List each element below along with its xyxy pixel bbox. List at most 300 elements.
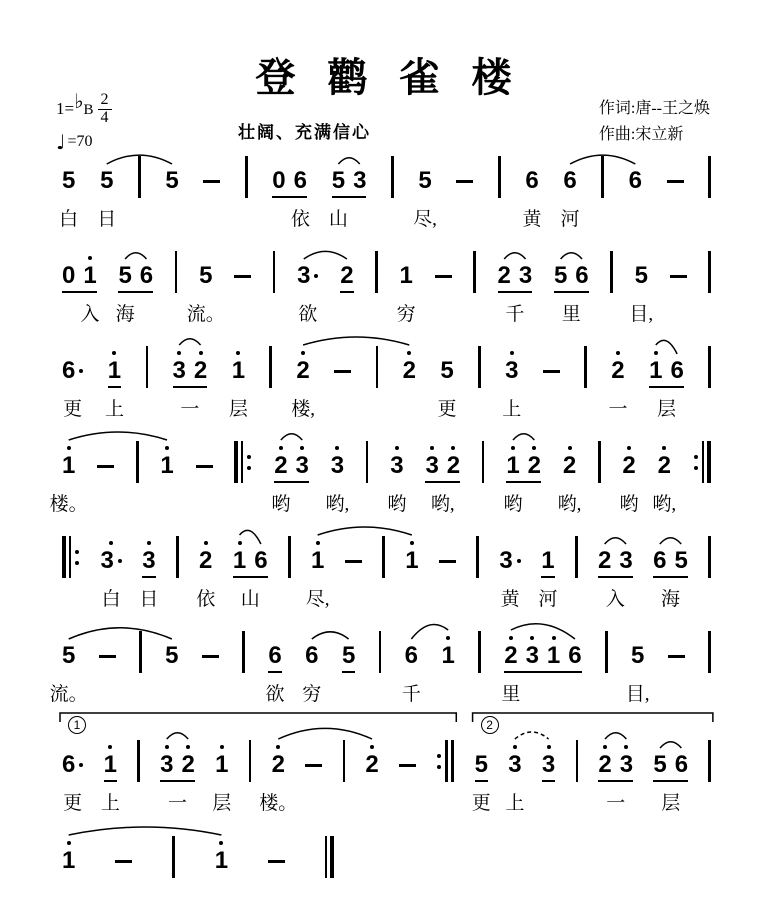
octave-dot <box>430 446 434 450</box>
dash-continuation <box>196 465 213 468</box>
augmentation-dot <box>79 763 83 767</box>
repeat-dot <box>437 765 441 769</box>
lyric: 入 <box>605 589 625 610</box>
volta-label: 2 <box>481 716 499 734</box>
note-body <box>165 643 178 669</box>
lyric: 更 <box>63 399 83 420</box>
note-body <box>62 752 83 778</box>
note <box>649 347 662 384</box>
octave-dot <box>236 351 240 355</box>
note-number: 2 <box>598 751 612 778</box>
lyric: 更 <box>63 793 83 814</box>
lyric: 目, <box>625 684 650 705</box>
note-body <box>340 263 353 289</box>
note-number: 3 <box>619 751 634 778</box>
barline <box>708 156 711 198</box>
repeat-dot <box>694 455 698 459</box>
octave-dot <box>370 745 374 749</box>
barline <box>610 251 613 293</box>
note <box>653 741 666 778</box>
note <box>108 347 121 384</box>
lyric: 入 <box>80 304 100 325</box>
note-body <box>504 643 517 669</box>
note-number: 6 <box>62 357 76 384</box>
note <box>294 157 307 194</box>
beam-group <box>173 347 208 388</box>
note <box>181 741 194 778</box>
lyric: 一 <box>608 399 628 420</box>
barline <box>708 251 711 293</box>
beam-group <box>233 537 268 578</box>
barline <box>482 441 485 483</box>
beam-group <box>272 157 307 198</box>
octave-dot <box>530 636 534 640</box>
note <box>563 157 576 198</box>
note-body <box>541 548 554 574</box>
score-line <box>62 818 711 913</box>
lyric: 一 <box>606 793 626 814</box>
note <box>547 632 560 669</box>
note-row <box>62 423 711 483</box>
barline <box>708 740 711 782</box>
note <box>653 537 666 574</box>
barline <box>476 536 479 578</box>
note-number: 0 <box>62 262 76 289</box>
note-row <box>62 613 711 673</box>
repeat-dot <box>247 466 251 470</box>
note-body <box>62 453 75 479</box>
note-body <box>331 453 344 479</box>
octave-dot <box>603 745 607 749</box>
lyric: 依 <box>196 589 216 610</box>
barline <box>478 631 481 673</box>
note <box>447 442 460 479</box>
beam-group <box>554 252 589 293</box>
note <box>611 347 624 388</box>
lyric: 千 <box>505 304 525 325</box>
note <box>506 442 519 479</box>
note-body <box>670 358 683 384</box>
octave-dot <box>547 745 551 749</box>
note-number: 1 <box>232 547 247 574</box>
note-body <box>62 643 75 669</box>
note <box>508 741 521 782</box>
note-body <box>441 643 454 669</box>
repeat-dots <box>694 455 698 470</box>
octave-dot <box>67 841 71 845</box>
note-body <box>506 453 519 479</box>
barline <box>708 631 711 673</box>
octave-dot <box>451 446 455 450</box>
note-number: 1 <box>107 357 122 384</box>
note-body <box>629 168 642 194</box>
note-body <box>447 453 460 479</box>
lyric: 黄 <box>522 209 542 230</box>
note-number: 6 <box>674 751 689 778</box>
note <box>405 632 418 673</box>
barline <box>391 156 394 198</box>
octave-dot <box>654 351 658 355</box>
dash-continuation <box>543 370 560 373</box>
octave-dot <box>568 446 572 450</box>
lyric: 层 <box>661 793 681 814</box>
lyric: 更 <box>471 793 491 814</box>
score-line <box>62 708 711 818</box>
lyric: 山 <box>328 209 348 230</box>
note-number: 3 <box>353 167 367 194</box>
note-number: 6 <box>563 167 577 194</box>
octave-dot <box>204 541 208 545</box>
note <box>620 741 633 778</box>
note-number: 1 <box>541 547 555 574</box>
note-number: 1 <box>103 751 118 778</box>
octave-dot <box>316 541 320 545</box>
dash-continuation <box>439 560 456 563</box>
note-number: 5 <box>418 167 432 194</box>
note-body <box>296 453 309 479</box>
note <box>268 632 281 669</box>
note <box>399 252 412 293</box>
note-body <box>519 263 532 289</box>
barline <box>598 441 601 483</box>
note-number: 5 <box>165 642 179 669</box>
lyric: 哟, <box>557 494 582 515</box>
lyric: 穷 <box>302 684 322 705</box>
note-body <box>653 752 666 778</box>
barline <box>249 740 252 782</box>
barline <box>379 631 382 673</box>
note-row <box>62 328 711 388</box>
note-number: 3 <box>541 751 556 778</box>
final-barline <box>325 836 334 878</box>
note <box>499 537 520 578</box>
lyric: 哟, <box>652 494 677 515</box>
lyric: 千 <box>401 684 421 705</box>
note <box>305 632 318 673</box>
note-number: 1 <box>231 357 246 384</box>
octave-dot <box>300 446 304 450</box>
note-body <box>528 453 541 479</box>
note-body <box>194 358 207 384</box>
note-number: 3 <box>499 547 513 574</box>
beam-group <box>598 537 633 578</box>
note-number: 3 <box>525 642 539 669</box>
lyricist-credit: 作词:唐--王之焕 <box>598 100 710 117</box>
note-body <box>598 752 611 778</box>
note-number: 5 <box>62 642 76 669</box>
note <box>441 632 454 673</box>
note-number: 2 <box>497 262 511 289</box>
barline <box>330 836 334 878</box>
note-number: 3 <box>619 547 633 574</box>
score <box>49 138 711 913</box>
barline <box>137 740 140 782</box>
note-body <box>83 263 96 289</box>
score-line <box>62 233 711 328</box>
beam-group <box>332 157 367 198</box>
note-number: 3 <box>297 262 311 289</box>
score-line <box>62 328 711 423</box>
note-number: 1 <box>649 357 663 384</box>
note <box>62 347 83 388</box>
note <box>297 252 318 293</box>
barline <box>601 156 604 198</box>
note-body <box>294 168 307 194</box>
repeat-dot <box>694 466 698 470</box>
barline <box>707 441 711 483</box>
octave-dot <box>108 745 112 749</box>
note-number: 6 <box>62 751 76 778</box>
barline <box>576 740 579 782</box>
dash-continuation <box>456 180 473 183</box>
note-body <box>499 548 520 574</box>
note <box>62 442 75 483</box>
note-body <box>403 358 416 384</box>
note-body <box>554 263 567 289</box>
repeat-dots <box>75 550 79 565</box>
lyric: 里 <box>501 684 521 705</box>
beam-group <box>274 442 309 483</box>
note-number: 5 <box>674 547 688 574</box>
note-number: 6 <box>653 547 667 574</box>
barline <box>138 156 141 198</box>
note-body <box>418 168 431 194</box>
note <box>311 537 324 578</box>
note-body <box>353 168 366 194</box>
note <box>100 537 121 578</box>
lyric: 楼, <box>291 399 315 420</box>
beam-group <box>268 632 281 673</box>
note-number: 3 <box>518 262 533 289</box>
augmentation-dot <box>118 559 122 563</box>
lyric: 上 <box>104 399 124 420</box>
note-number: 2 <box>622 452 636 479</box>
note <box>619 537 632 574</box>
lyric: 哟 <box>387 494 407 515</box>
note-body <box>542 752 555 778</box>
note <box>390 442 403 483</box>
augmentation-dot <box>79 369 83 373</box>
note-row <box>62 518 711 578</box>
barline <box>382 536 385 578</box>
note-number: 2 <box>365 751 379 778</box>
beam-group <box>653 537 688 578</box>
lyric: 哟, <box>430 494 455 515</box>
note-number: 2 <box>296 357 310 384</box>
note-number: 6 <box>404 642 419 669</box>
lyric: 日 <box>97 209 117 230</box>
barline <box>245 156 248 198</box>
lyric: 里 <box>561 304 581 325</box>
augmentation-dot <box>517 559 521 563</box>
note <box>504 632 517 669</box>
note-body <box>635 263 648 289</box>
dash-continuation <box>670 275 687 278</box>
note-number: 6 <box>628 167 642 194</box>
note-body <box>160 453 173 479</box>
octave-dot <box>662 446 666 450</box>
note-row <box>62 708 711 782</box>
note-number: 1 <box>214 847 229 874</box>
note-number: 3 <box>172 357 186 384</box>
meter-denominator: 4 <box>100 108 109 126</box>
note-number: 3 <box>160 751 174 778</box>
note-body <box>631 643 644 669</box>
barline <box>708 536 711 578</box>
beam-group <box>653 741 688 782</box>
beam-group <box>504 632 581 673</box>
note-number: 2 <box>657 452 671 479</box>
note-body <box>62 848 75 874</box>
octave-dot <box>165 446 169 450</box>
note <box>296 442 309 479</box>
lyric: 白 <box>101 589 121 610</box>
lyric: 目, <box>629 304 654 325</box>
note-number: 3 <box>425 452 439 479</box>
note <box>199 252 212 293</box>
note <box>160 741 173 778</box>
note <box>418 157 431 198</box>
note <box>568 632 581 669</box>
barline <box>69 536 72 578</box>
note <box>498 252 511 289</box>
lyric: 更 <box>437 399 457 420</box>
beam-group <box>142 537 155 578</box>
note <box>194 347 207 384</box>
barline <box>343 740 346 782</box>
beam-group <box>506 442 541 483</box>
note-body <box>508 752 521 778</box>
note <box>104 741 117 778</box>
barline <box>473 251 476 293</box>
note <box>199 537 212 578</box>
note <box>425 442 438 479</box>
barline <box>242 631 245 673</box>
barline <box>445 740 448 782</box>
note-body <box>199 263 212 289</box>
lyric: 海 <box>115 304 135 325</box>
note <box>62 632 75 673</box>
lyric: 楼。 <box>49 494 88 515</box>
lyric: 一 <box>167 793 187 814</box>
note <box>233 537 246 574</box>
octave-dot <box>109 541 113 545</box>
beam-group <box>118 252 153 293</box>
note-body <box>140 263 153 289</box>
score-line <box>62 518 711 613</box>
note-body <box>611 358 624 384</box>
lyric: 上 <box>502 399 522 420</box>
octave-dot <box>552 636 556 640</box>
note-body <box>62 168 75 194</box>
note-number: 1 <box>62 847 76 874</box>
note-row <box>62 818 334 878</box>
octave-dot <box>177 351 181 355</box>
note-number: 6 <box>293 167 308 194</box>
note-number: 2 <box>274 452 288 479</box>
lyric: 穷 <box>396 304 416 325</box>
note-number: 2 <box>271 751 285 778</box>
barline <box>269 346 272 388</box>
note-number: 6 <box>525 167 539 194</box>
note <box>118 252 131 289</box>
octave-dot <box>301 351 305 355</box>
note-row <box>62 233 711 293</box>
octave-dot <box>410 541 414 545</box>
note-body <box>619 548 632 574</box>
dash-continuation <box>115 860 132 863</box>
note-number: 3 <box>390 452 404 479</box>
barline <box>136 441 139 483</box>
octave-dot <box>219 841 223 845</box>
note <box>635 252 648 293</box>
repeat-start-barline <box>234 441 252 483</box>
note-body <box>526 643 539 669</box>
lyric: 哟 <box>271 494 291 515</box>
note-body <box>215 752 228 778</box>
note <box>100 157 113 198</box>
note <box>658 442 671 483</box>
octave-dot <box>511 446 515 450</box>
note-body <box>104 752 117 778</box>
repeat-start-barline <box>62 536 80 578</box>
note-number: 5 <box>553 262 568 289</box>
note-body <box>305 643 318 669</box>
note-number: 1 <box>546 642 561 669</box>
note-body <box>525 168 538 194</box>
barline <box>325 836 328 878</box>
barline <box>575 536 578 578</box>
repeat-dots <box>437 754 441 769</box>
note <box>142 537 155 574</box>
note-number: 2 <box>504 642 518 669</box>
note-body <box>272 168 285 194</box>
note <box>631 632 644 673</box>
note-number: 5 <box>62 167 76 194</box>
note-number: 2 <box>340 262 354 289</box>
beam-group <box>62 252 97 293</box>
quarter-note-icon: ♩ <box>56 129 66 154</box>
note <box>332 157 345 194</box>
beam-group <box>475 741 488 782</box>
note <box>342 632 355 669</box>
octave-dot <box>147 541 151 545</box>
note-number: 2 <box>446 452 461 479</box>
expression-text: 壮阔、充满信心 <box>238 123 371 142</box>
octave-dot <box>395 446 399 450</box>
note <box>541 537 554 574</box>
lyric: 山 <box>240 589 260 610</box>
tempo-value: =70 <box>67 132 93 150</box>
note-body <box>649 358 662 384</box>
repeat-dot <box>247 455 251 459</box>
note-number: 6 <box>268 642 282 669</box>
note <box>440 347 453 388</box>
dash-continuation <box>234 275 251 278</box>
note-number: 6 <box>254 547 268 574</box>
score-line <box>49 613 711 708</box>
note-body <box>675 752 688 778</box>
beam-group <box>108 347 121 388</box>
note-number: 5 <box>199 262 213 289</box>
repeat-end-barline <box>436 740 454 782</box>
dash-continuation <box>268 860 285 863</box>
lyric: 河 <box>560 209 580 230</box>
barline <box>234 441 238 483</box>
lyric: 尽, <box>305 589 330 610</box>
octave-dot <box>112 351 116 355</box>
note-number: 1 <box>310 547 325 574</box>
